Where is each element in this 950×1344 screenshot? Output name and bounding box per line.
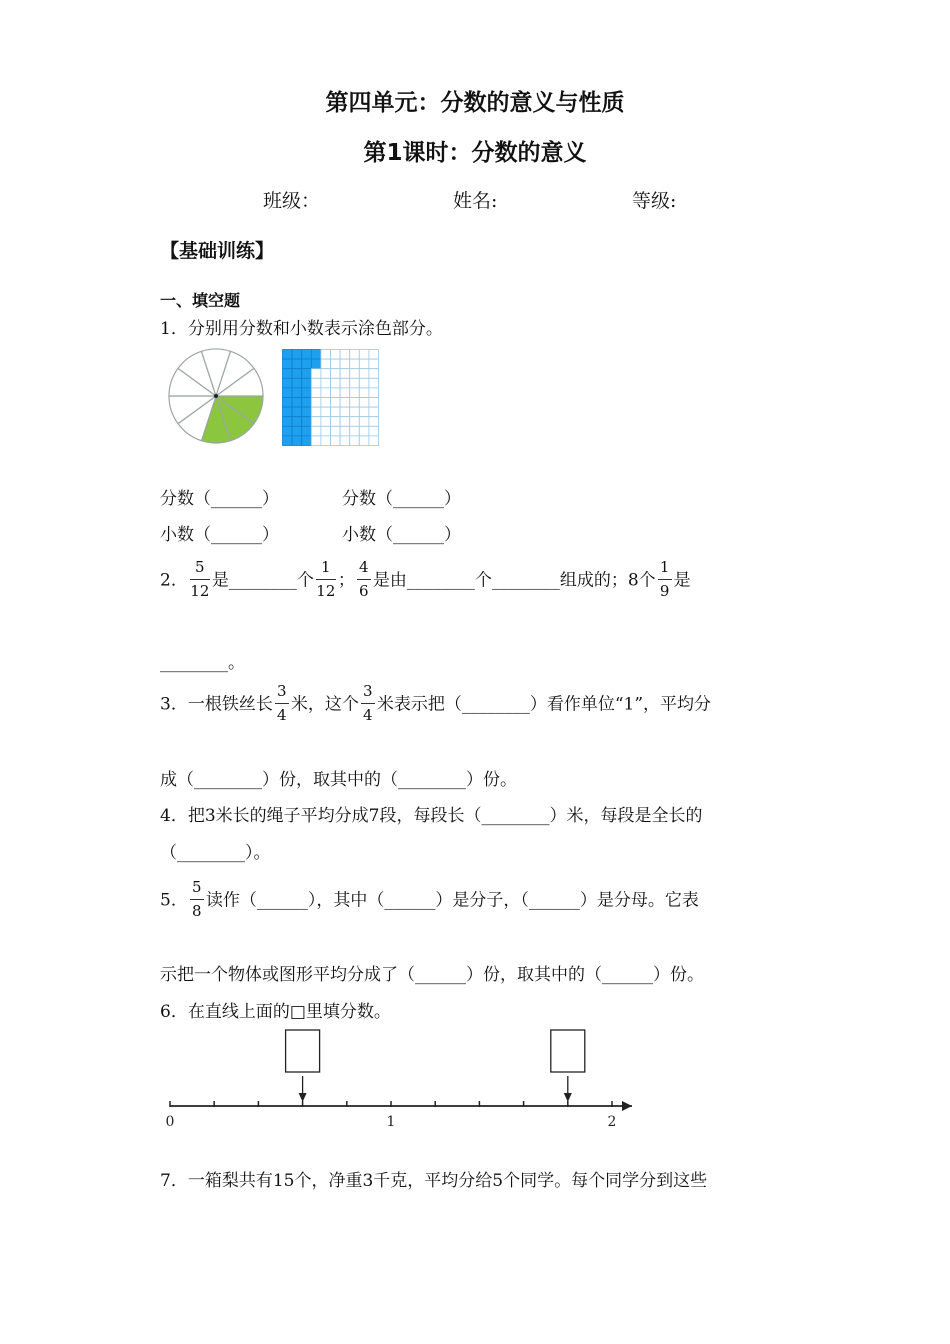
grid-cell <box>350 398 360 408</box>
q5-line1: 5． $\frac{5}{8}$ 读作（______），其中（______）是分子，（______）是分母。它表 <box>160 878 699 920</box>
q2-fraction-5-12: $\frac{5}{12}$ <box>190 558 210 600</box>
number-line-figure <box>160 1026 650 1138</box>
q6-text: 6．在直线上面的□里填分数。 <box>160 1002 391 1022</box>
grid-cell-shaded <box>283 436 293 446</box>
grid-cell-shaded <box>292 388 302 398</box>
answer-box <box>286 1030 320 1072</box>
grid-cell-shaded <box>283 359 293 369</box>
part-heading: 一、填空题 <box>160 291 241 310</box>
grid-cell-shaded <box>302 369 312 379</box>
grid-cell <box>321 436 331 446</box>
grid-cell <box>350 350 360 360</box>
q2-line2[interactable]: ________。 <box>160 653 245 673</box>
axis-arrowhead <box>622 1101 632 1111</box>
grid-cell <box>350 407 360 417</box>
tick-label: 1 <box>386 1114 396 1130</box>
grid-cell <box>359 417 369 427</box>
grid-cell <box>359 369 369 379</box>
grid-cell <box>340 378 350 388</box>
grid-cell <box>350 388 360 398</box>
grid-cell-shaded <box>292 426 302 436</box>
q4-line1[interactable]: 4．把3米长的绳子平均分成7段，每段长（________）米，每段是全长的 <box>160 806 703 826</box>
grid-cell <box>350 426 360 436</box>
grid-cell-shaded <box>302 388 312 398</box>
q2-fraction-1-9: $\frac{1}{9}$ <box>658 564 672 598</box>
grid-cell <box>331 350 341 360</box>
grid-cell <box>350 378 360 388</box>
tick-label: 2 <box>607 1114 617 1130</box>
grid-cell <box>321 426 331 436</box>
q2-fraction-4-6: $\frac{4}{6}$ <box>357 564 371 598</box>
q1-decimal-1[interactable]: 小数（______） <box>160 525 279 545</box>
grid-cell <box>359 436 369 446</box>
grid-cell <box>331 417 341 427</box>
grid-cell <box>331 359 341 369</box>
grid-cell <box>350 417 360 427</box>
grid-cell <box>311 398 321 408</box>
q2-line1: 2． $\frac{5}{12}$ 是________个 $\frac{1}{12}$ ； $\frac{4}{6}$ 是由________个________组成的；8个 $\frac{1}{9}$ 是 <box>160 558 691 600</box>
grid-cell-shaded <box>302 378 312 388</box>
grid-cell <box>340 359 350 369</box>
grid-cell <box>369 398 379 408</box>
grid-cell-shaded <box>292 359 302 369</box>
grade-label: 等级: <box>632 190 677 212</box>
grid-cell <box>311 426 321 436</box>
grid-cell <box>369 359 379 369</box>
q1-fraction-2[interactable]: 分数（______） <box>342 489 461 509</box>
grid-cell <box>321 350 331 360</box>
grid-cell <box>311 369 321 379</box>
grid-cells <box>283 350 379 446</box>
grid-cell <box>311 417 321 427</box>
grid-cell <box>331 378 341 388</box>
grid-cell <box>350 359 360 369</box>
grid-cell <box>369 426 379 436</box>
q7-text: 7．一箱梨共有15个，净重3千克，平均分给5个同学。每个同学分到这些 <box>160 1171 708 1191</box>
name-label: 姓名: <box>453 190 498 212</box>
q3-line2[interactable]: 成（________）份，取其中的（________）份。 <box>160 770 517 790</box>
class-label: 班级： <box>263 190 321 212</box>
grid-cell-shaded <box>302 398 312 408</box>
grid-cell <box>369 417 379 427</box>
grid-cell <box>331 426 341 436</box>
grid-cell <box>340 426 350 436</box>
grid-cell <box>359 407 369 417</box>
grid-cell-shaded <box>302 350 312 360</box>
grid-cell <box>359 398 369 408</box>
grid-cell <box>331 398 341 408</box>
grid-cell-shaded <box>302 436 312 446</box>
pie-center <box>214 394 218 398</box>
grid-cell <box>359 359 369 369</box>
page-title: 第四单元：分数的意义与性质 <box>325 90 625 116</box>
answer-box <box>551 1030 585 1072</box>
grid-cell <box>359 350 369 360</box>
grid-cell <box>340 417 350 427</box>
grid-cell <box>321 417 331 427</box>
grid-cell <box>321 378 331 388</box>
tick-label: 0 <box>165 1114 175 1130</box>
grid-cell <box>331 436 341 446</box>
grid-cell <box>359 426 369 436</box>
q1-fraction-1[interactable]: 分数（______） <box>160 489 279 509</box>
pie-figure <box>166 346 266 446</box>
grid-cell <box>311 436 321 446</box>
pointer-arrowhead <box>564 1093 572 1102</box>
q1-text: 1．分别用分数和小数表示涂色部分。 <box>160 319 443 339</box>
grid-cell <box>369 369 379 379</box>
grid-cell-shaded <box>283 388 293 398</box>
q5-line2[interactable]: 示把一个物体或图形平均分成了（______）份，取其中的（______）份。 <box>160 965 704 985</box>
grid-cell <box>340 350 350 360</box>
q3-fraction-3-4-a: $\frac{3}{4}$ <box>275 688 289 722</box>
grid-cell-shaded <box>292 350 302 360</box>
grid-cell <box>340 388 350 398</box>
grid-cell-shaded <box>302 407 312 417</box>
grid-cell-shaded <box>283 417 293 427</box>
grid-cell <box>369 378 379 388</box>
grid-cell <box>369 436 379 446</box>
grid-cell <box>369 388 379 398</box>
q3-line1: 3．一根铁丝长 $\frac{3}{4}$ 米，这个 $\frac{3}{4}$ 米表示把（________）看作单位“1”，平均分 <box>160 682 712 724</box>
grid-cell <box>321 388 331 398</box>
grid-cell <box>311 378 321 388</box>
grid-cell <box>369 407 379 417</box>
q5-fraction-5-8: $\frac{5}{8}$ <box>190 884 204 918</box>
grid-cell-shaded <box>283 378 293 388</box>
grid-cell-shaded <box>302 426 312 436</box>
grid-cell-shaded <box>283 426 293 436</box>
grid-figure <box>282 349 380 446</box>
number-line <box>166 1030 632 1130</box>
grid-cell <box>331 369 341 379</box>
grid-cell-shaded <box>302 417 312 427</box>
grid-cell <box>340 436 350 446</box>
grid-cell-shaded <box>283 407 293 417</box>
q1-decimal-2[interactable]: 小数（______） <box>342 525 461 545</box>
grid-cell <box>359 388 369 398</box>
pie-slices <box>169 349 263 443</box>
grid-cell <box>321 359 331 369</box>
grid-cell <box>311 407 321 417</box>
grid-cell <box>359 378 369 388</box>
grid-cell-shaded <box>292 407 302 417</box>
grid-cell-shaded <box>311 359 321 369</box>
grid-cell <box>311 388 321 398</box>
grid-cell <box>321 398 331 408</box>
grid-cell-shaded <box>283 398 293 408</box>
grid-cell <box>331 407 341 417</box>
grid-cell-shaded <box>292 417 302 427</box>
grid-cell <box>350 436 360 446</box>
grid-cell <box>340 398 350 408</box>
grid-cell-shaded <box>302 359 312 369</box>
grid-cell <box>350 369 360 379</box>
grid-cell <box>369 350 379 360</box>
section-heading: 【基础训练】 <box>160 240 275 262</box>
q3-fraction-3-4-b: $\frac{3}{4}$ <box>361 688 375 722</box>
grid-cell-shaded <box>283 369 293 379</box>
pointer-arrowhead <box>299 1093 307 1102</box>
grid-cell <box>331 388 341 398</box>
grid-cell <box>340 407 350 417</box>
page-subtitle: 第1课时：分数的意义 <box>363 140 587 166</box>
q4-line2[interactable]: （________）。 <box>160 843 271 863</box>
grid-cell-shaded <box>283 350 293 360</box>
grid-cell-shaded <box>292 436 302 446</box>
grid-cell-shaded <box>292 378 302 388</box>
grid-cell-shaded <box>292 369 302 379</box>
grid-cell <box>321 407 331 417</box>
grid-cell <box>321 369 331 379</box>
grid-cell-shaded <box>292 398 302 408</box>
grid-cell <box>340 369 350 379</box>
q2-fraction-1-12: $\frac{1}{12}$ <box>316 558 336 600</box>
grid-cell-shaded <box>311 350 321 360</box>
